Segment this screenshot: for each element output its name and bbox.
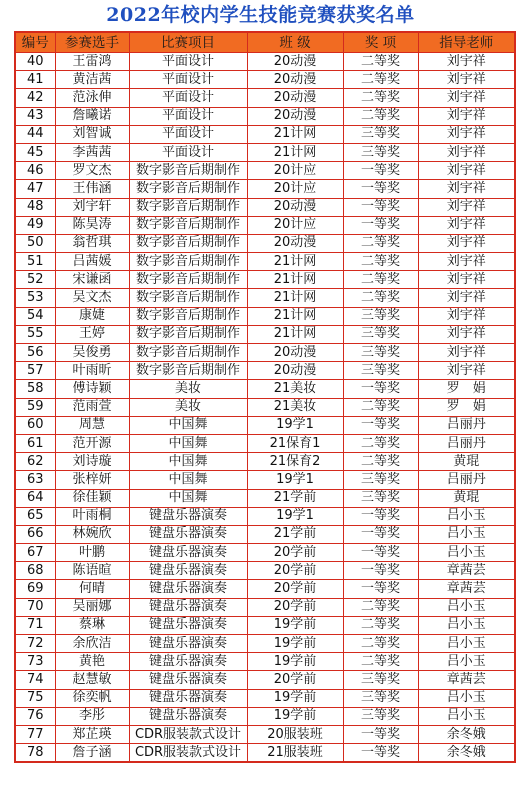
cell-class: 20计应 <box>247 180 343 198</box>
cell-contestant: 王雷鸿 <box>55 53 129 71</box>
cell-contestant: 刘宇轩 <box>55 198 129 216</box>
cell-number: 67 <box>15 544 55 562</box>
cell-number: 56 <box>15 344 55 362</box>
cell-event: 数字影音后期制作 <box>129 307 247 325</box>
cell-award: 一等奖 <box>343 580 418 598</box>
cell-award: 二等奖 <box>343 398 418 416</box>
table-row <box>15 471 515 489</box>
cell-number: 69 <box>15 580 55 598</box>
cell-award: 一等奖 <box>343 725 418 743</box>
cell-number: 65 <box>15 507 55 525</box>
cell-number: 42 <box>15 89 55 107</box>
cell-contestant: 王婷 <box>55 325 129 343</box>
cell-instructor: 黄琨 <box>418 453 515 471</box>
header-award: 奖 项 <box>343 32 418 53</box>
cell-event: 数字影音后期制作 <box>129 344 247 362</box>
cell-event: 中国舞 <box>129 434 247 452</box>
cell-contestant: 张梓妍 <box>55 471 129 489</box>
cell-award: 一等奖 <box>343 198 418 216</box>
cell-class: 20服装班 <box>247 725 343 743</box>
cell-award: 一等奖 <box>343 562 418 580</box>
table-row <box>15 380 515 398</box>
cell-contestant: 赵慧敏 <box>55 671 129 689</box>
cell-contestant: 郑芷瑛 <box>55 725 129 743</box>
cell-contestant: 陈昊涛 <box>55 216 129 234</box>
cell-class: 21计网 <box>247 325 343 343</box>
cell-event: 数字影音后期制作 <box>129 325 247 343</box>
cell-instructor: 刘宇祥 <box>418 253 515 271</box>
cell-number: 78 <box>15 744 55 763</box>
cell-contestant: 徐奕帆 <box>55 689 129 707</box>
cell-award: 一等奖 <box>343 216 418 234</box>
cell-number: 72 <box>15 635 55 653</box>
cell-number: 45 <box>15 143 55 161</box>
cell-contestant: 詹曦诺 <box>55 107 129 125</box>
cell-event: 美妆 <box>129 398 247 416</box>
cell-number: 60 <box>15 416 55 434</box>
cell-contestant: 徐佳颖 <box>55 489 129 507</box>
cell-class: 19学1 <box>247 471 343 489</box>
cell-award: 三等奖 <box>343 307 418 325</box>
cell-instructor: 吕小玉 <box>418 525 515 543</box>
cell-instructor: 吕小玉 <box>418 707 515 725</box>
cell-award: 二等奖 <box>343 53 418 71</box>
cell-event: 数字影音后期制作 <box>129 162 247 180</box>
cell-number: 44 <box>15 125 55 143</box>
cell-number: 47 <box>15 180 55 198</box>
table-row <box>15 707 515 725</box>
cell-event: 键盘乐器演奏 <box>129 671 247 689</box>
cell-contestant: 叶雨桐 <box>55 507 129 525</box>
cell-event: 数字影音后期制作 <box>129 271 247 289</box>
table-row <box>15 143 515 161</box>
cell-event: 中国舞 <box>129 471 247 489</box>
cell-award: 二等奖 <box>343 71 418 89</box>
cell-award: 三等奖 <box>343 707 418 725</box>
cell-award: 一等奖 <box>343 525 418 543</box>
cell-class: 20动漫 <box>247 234 343 252</box>
cell-event: 键盘乐器演奏 <box>129 525 247 543</box>
cell-contestant: 吴丽娜 <box>55 598 129 616</box>
cell-number: 62 <box>15 453 55 471</box>
table-row <box>15 725 515 743</box>
cell-contestant: 蔡琳 <box>55 616 129 634</box>
table-row <box>15 453 515 471</box>
cell-instructor: 黄琨 <box>418 489 515 507</box>
cell-number: 58 <box>15 380 55 398</box>
cell-instructor: 吕小玉 <box>418 616 515 634</box>
cell-contestant: 陈语暄 <box>55 562 129 580</box>
cell-instructor: 吕丽丹 <box>418 471 515 489</box>
cell-number: 48 <box>15 198 55 216</box>
table-row <box>15 216 515 234</box>
cell-event: 数字影音后期制作 <box>129 253 247 271</box>
table-row <box>15 398 515 416</box>
cell-contestant: 黄艳 <box>55 653 129 671</box>
cell-event: 键盘乐器演奏 <box>129 544 247 562</box>
cell-number: 51 <box>15 253 55 271</box>
table-row <box>15 689 515 707</box>
cell-contestant: 刘诗璇 <box>55 453 129 471</box>
cell-class: 19学前 <box>247 653 343 671</box>
cell-class: 20学前 <box>247 598 343 616</box>
cell-award: 三等奖 <box>343 362 418 380</box>
cell-award: 二等奖 <box>343 271 418 289</box>
cell-award: 三等奖 <box>343 143 418 161</box>
cell-number: 71 <box>15 616 55 634</box>
cell-number: 46 <box>15 162 55 180</box>
cell-instructor: 章茜芸 <box>418 671 515 689</box>
table-row <box>15 653 515 671</box>
cell-instructor: 吕小玉 <box>418 653 515 671</box>
cell-instructor: 刘宇祥 <box>418 234 515 252</box>
cell-instructor: 吕丽丹 <box>418 416 515 434</box>
cell-event: 平面设计 <box>129 53 247 71</box>
cell-event: CDR服装款式设计 <box>129 725 247 743</box>
cell-class: 21计网 <box>247 253 343 271</box>
cell-class: 21保育1 <box>247 434 343 452</box>
cell-event: 键盘乐器演奏 <box>129 598 247 616</box>
cell-contestant: 王伟涵 <box>55 180 129 198</box>
cell-award: 二等奖 <box>343 289 418 307</box>
table-row <box>15 362 515 380</box>
cell-instructor: 刘宇祥 <box>418 143 515 161</box>
cell-class: 21计网 <box>247 289 343 307</box>
cell-award: 三等奖 <box>343 689 418 707</box>
table-row <box>15 234 515 252</box>
cell-contestant: 叶雨昕 <box>55 362 129 380</box>
table-row <box>15 344 515 362</box>
cell-number: 41 <box>15 71 55 89</box>
cell-award: 三等奖 <box>343 489 418 507</box>
cell-award: 二等奖 <box>343 253 418 271</box>
cell-contestant: 翁哲琪 <box>55 234 129 252</box>
cell-event: 键盘乐器演奏 <box>129 689 247 707</box>
cell-instructor: 吕小玉 <box>418 689 515 707</box>
awards-table <box>14 31 516 763</box>
table-row <box>15 125 515 143</box>
cell-instructor: 刘宇祥 <box>418 344 515 362</box>
cell-event: 数字影音后期制作 <box>129 198 247 216</box>
cell-contestant: 李茜茜 <box>55 143 129 161</box>
cell-class: 20动漫 <box>247 198 343 216</box>
cell-contestant: 范雨萱 <box>55 398 129 416</box>
cell-event: 键盘乐器演奏 <box>129 616 247 634</box>
cell-instructor: 吕小玉 <box>418 635 515 653</box>
cell-contestant: 詹子涵 <box>55 744 129 763</box>
cell-contestant: 何晴 <box>55 580 129 598</box>
cell-number: 76 <box>15 707 55 725</box>
cell-class: 20动漫 <box>247 53 343 71</box>
cell-number: 57 <box>15 362 55 380</box>
cell-award: 三等奖 <box>343 471 418 489</box>
cell-contestant: 黄洁茜 <box>55 71 129 89</box>
cell-class: 21服装班 <box>247 744 343 763</box>
cell-instructor: 刘宇祥 <box>418 198 515 216</box>
cell-instructor: 章茜芸 <box>418 562 515 580</box>
header-event: 比赛项目 <box>129 32 247 53</box>
table-row <box>15 525 515 543</box>
cell-number: 68 <box>15 562 55 580</box>
cell-event: 数字影音后期制作 <box>129 362 247 380</box>
cell-class: 19学前 <box>247 707 343 725</box>
cell-contestant: 傅诗颖 <box>55 380 129 398</box>
cell-event: 中国舞 <box>129 453 247 471</box>
cell-class: 21计网 <box>247 143 343 161</box>
cell-award: 三等奖 <box>343 125 418 143</box>
table-row <box>15 180 515 198</box>
table-row <box>15 253 515 271</box>
cell-event: 数字影音后期制作 <box>129 216 247 234</box>
cell-contestant: 刘智诚 <box>55 125 129 143</box>
cell-class: 20动漫 <box>247 344 343 362</box>
cell-award: 二等奖 <box>343 598 418 616</box>
table-row <box>15 325 515 343</box>
cell-instructor: 刘宇祥 <box>418 307 515 325</box>
header-number: 编号 <box>15 32 55 53</box>
cell-class: 21学前 <box>247 489 343 507</box>
cell-contestant: 李彤 <box>55 707 129 725</box>
cell-award: 三等奖 <box>343 344 418 362</box>
cell-contestant: 康婕 <box>55 307 129 325</box>
cell-instructor: 吕小玉 <box>418 507 515 525</box>
cell-contestant: 吴俊勇 <box>55 344 129 362</box>
cell-award: 一等奖 <box>343 162 418 180</box>
cell-instructor: 刘宇祥 <box>418 180 515 198</box>
cell-class: 20学前 <box>247 671 343 689</box>
cell-instructor: 罗 娟 <box>418 398 515 416</box>
cell-instructor: 刘宇祥 <box>418 216 515 234</box>
cell-class: 21计网 <box>247 307 343 325</box>
cell-award: 二等奖 <box>343 107 418 125</box>
cell-award: 二等奖 <box>343 434 418 452</box>
cell-event: 键盘乐器演奏 <box>129 562 247 580</box>
cell-event: 平面设计 <box>129 107 247 125</box>
cell-number: 59 <box>15 398 55 416</box>
cell-contestant: 吕茜媛 <box>55 253 129 271</box>
cell-event: 美妆 <box>129 380 247 398</box>
cell-instructor: 刘宇祥 <box>418 53 515 71</box>
cell-number: 74 <box>15 671 55 689</box>
cell-class: 19学前 <box>247 689 343 707</box>
page-title: 2022年校内学生技能竞赛获奖名单 <box>106 4 415 26</box>
cell-award: 三等奖 <box>343 671 418 689</box>
cell-award: 一等奖 <box>343 507 418 525</box>
table-row <box>15 671 515 689</box>
cell-class: 21计网 <box>247 271 343 289</box>
header-contestant: 参赛选手 <box>55 32 129 53</box>
cell-instructor: 刘宇祥 <box>418 89 515 107</box>
table-row <box>15 289 515 307</box>
cell-number: 53 <box>15 289 55 307</box>
cell-class: 20动漫 <box>247 107 343 125</box>
cell-contestant: 林婉欣 <box>55 525 129 543</box>
cell-number: 77 <box>15 725 55 743</box>
header-instructor: 指导老师 <box>418 32 515 53</box>
table-row <box>15 198 515 216</box>
cell-award: 一等奖 <box>343 744 418 763</box>
table-row <box>15 544 515 562</box>
cell-event: 平面设计 <box>129 89 247 107</box>
cell-instructor: 刘宇祥 <box>418 289 515 307</box>
table-row <box>15 489 515 507</box>
cell-number: 61 <box>15 434 55 452</box>
cell-event: 中国舞 <box>129 489 247 507</box>
cell-number: 49 <box>15 216 55 234</box>
cell-instructor: 罗 娟 <box>418 380 515 398</box>
table-row <box>15 307 515 325</box>
cell-award: 二等奖 <box>343 234 418 252</box>
cell-contestant: 宋谦函 <box>55 271 129 289</box>
table-row <box>15 162 515 180</box>
cell-event: 键盘乐器演奏 <box>129 580 247 598</box>
cell-event: 键盘乐器演奏 <box>129 635 247 653</box>
cell-number: 70 <box>15 598 55 616</box>
cell-event: 中国舞 <box>129 416 247 434</box>
table-header-row <box>15 32 515 53</box>
cell-instructor: 刘宇祥 <box>418 125 515 143</box>
cell-instructor: 刘宇祥 <box>418 362 515 380</box>
cell-class: 21美妆 <box>247 380 343 398</box>
cell-event: 数字影音后期制作 <box>129 234 247 252</box>
cell-award: 二等奖 <box>343 653 418 671</box>
cell-event: CDR服装款式设计 <box>129 744 247 763</box>
table-row <box>15 271 515 289</box>
cell-class: 20计应 <box>247 162 343 180</box>
table-row <box>15 744 515 763</box>
cell-class: 21计网 <box>247 125 343 143</box>
cell-class: 19学1 <box>247 507 343 525</box>
cell-instructor: 刘宇祥 <box>418 162 515 180</box>
cell-class: 20动漫 <box>247 362 343 380</box>
cell-event: 平面设计 <box>129 125 247 143</box>
table-row <box>15 635 515 653</box>
table-row <box>15 107 515 125</box>
cell-contestant: 周慧 <box>55 416 129 434</box>
cell-award: 二等奖 <box>343 453 418 471</box>
cell-award: 二等奖 <box>343 89 418 107</box>
table-row <box>15 434 515 452</box>
cell-event: 平面设计 <box>129 71 247 89</box>
cell-class: 21学前 <box>247 525 343 543</box>
cell-instructor: 刘宇祥 <box>418 71 515 89</box>
cell-number: 50 <box>15 234 55 252</box>
cell-instructor: 刘宇祥 <box>418 107 515 125</box>
cell-class: 19学1 <box>247 416 343 434</box>
table-row <box>15 580 515 598</box>
cell-number: 66 <box>15 525 55 543</box>
cell-class: 21美妆 <box>247 398 343 416</box>
cell-class: 20计应 <box>247 216 343 234</box>
table-row <box>15 89 515 107</box>
table-row <box>15 53 515 71</box>
cell-class: 20学前 <box>247 544 343 562</box>
cell-number: 43 <box>15 107 55 125</box>
cell-instructor: 余冬娥 <box>418 744 515 763</box>
cell-event: 键盘乐器演奏 <box>129 707 247 725</box>
cell-number: 55 <box>15 325 55 343</box>
cell-number: 75 <box>15 689 55 707</box>
cell-number: 73 <box>15 653 55 671</box>
cell-award: 一等奖 <box>343 544 418 562</box>
cell-number: 54 <box>15 307 55 325</box>
cell-number: 63 <box>15 471 55 489</box>
table-row <box>15 416 515 434</box>
cell-class: 20动漫 <box>247 71 343 89</box>
cell-award: 二等奖 <box>343 635 418 653</box>
cell-event: 数字影音后期制作 <box>129 180 247 198</box>
cell-contestant: 吴文杰 <box>55 289 129 307</box>
cell-class: 21保育2 <box>247 453 343 471</box>
table-row <box>15 598 515 616</box>
cell-number: 52 <box>15 271 55 289</box>
table-row <box>15 507 515 525</box>
table-row <box>15 562 515 580</box>
cell-event: 键盘乐器演奏 <box>129 507 247 525</box>
cell-class: 19学前 <box>247 616 343 634</box>
cell-award: 二等奖 <box>343 616 418 634</box>
cell-number: 40 <box>15 53 55 71</box>
cell-class: 20学前 <box>247 580 343 598</box>
table-row <box>15 71 515 89</box>
cell-contestant: 范泳伸 <box>55 89 129 107</box>
cell-event: 键盘乐器演奏 <box>129 653 247 671</box>
cell-award: 三等奖 <box>343 325 418 343</box>
table-row <box>15 616 515 634</box>
cell-instructor: 余冬娥 <box>418 725 515 743</box>
cell-contestant: 叶鹏 <box>55 544 129 562</box>
cell-award: 一等奖 <box>343 380 418 398</box>
cell-number: 64 <box>15 489 55 507</box>
cell-class: 20动漫 <box>247 89 343 107</box>
cell-event: 平面设计 <box>129 143 247 161</box>
cell-event: 数字影音后期制作 <box>129 289 247 307</box>
cell-instructor: 刘宇祥 <box>418 325 515 343</box>
cell-class: 20学前 <box>247 562 343 580</box>
header-class: 班 级 <box>247 32 343 53</box>
cell-instructor: 吕小玉 <box>418 544 515 562</box>
cell-contestant: 范开源 <box>55 434 129 452</box>
cell-instructor: 吕丽丹 <box>418 434 515 452</box>
cell-instructor: 刘宇祥 <box>418 271 515 289</box>
cell-award: 一等奖 <box>343 180 418 198</box>
cell-instructor: 章茜芸 <box>418 580 515 598</box>
cell-instructor: 吕小玉 <box>418 598 515 616</box>
cell-award: 一等奖 <box>343 416 418 434</box>
cell-contestant: 罗文杰 <box>55 162 129 180</box>
cell-contestant: 余欣洁 <box>55 635 129 653</box>
cell-class: 19学前 <box>247 635 343 653</box>
